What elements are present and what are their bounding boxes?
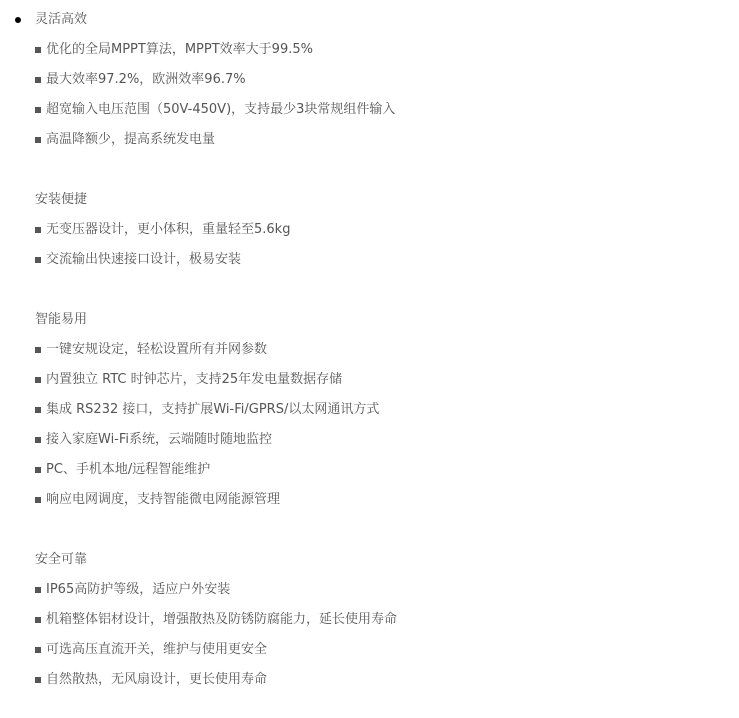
list-item-text: 最大效率97.2%，欧洲效率96.7% (46, 72, 246, 87)
square-bullet-icon (35, 647, 41, 653)
list-item-text: 优化的全局MPPT算法，MPPT效率大于99.5% (46, 42, 313, 57)
list-item-text: 高温降额少，提高系统发电量 (46, 132, 216, 147)
square-bullet-icon (35, 47, 41, 53)
square-bullet-icon (35, 407, 41, 413)
square-bullet-icon (35, 497, 41, 503)
list-item-text: 自然散热，无风扇设计，更长使用寿命 (46, 672, 268, 687)
square-bullet-icon (35, 617, 41, 623)
list-item-text: 一键安规设定，轻松设置所有并网参数 (46, 342, 268, 357)
list-item-text: IP65高防护等级，适应户外安装 (46, 582, 231, 597)
section-title: 智能易用 (35, 312, 88, 327)
square-bullet-icon (35, 377, 41, 383)
square-bullet-icon (35, 77, 41, 83)
list-item-text: 超宽输入电压范围（50V-450V)，支持最少3块常规组件输入 (46, 102, 396, 117)
list-item-text: 机箱整体铝材设计，增强散热及防锈防腐能力，延长使用寿命 (46, 612, 398, 627)
list-item-text: 响应电网调度，支持智能微电网能源管理 (46, 492, 281, 507)
square-bullet-icon (35, 257, 41, 263)
square-bullet-icon (35, 227, 41, 233)
square-bullet-icon (35, 677, 41, 683)
section-title: 灵活高效 (35, 12, 88, 27)
bullet-dot-icon (15, 17, 21, 23)
square-bullet-icon (35, 467, 41, 473)
square-bullet-icon (35, 347, 41, 353)
list-item-text: 无变压器设计，更小体积，重量轻至5.6kg (46, 222, 291, 237)
square-bullet-icon (35, 587, 41, 593)
list-item-text: 接入家庭Wi-Fi系统，云端随时随地监控 (46, 432, 273, 447)
list-item-text: 可选高压直流开关，维护与使用更安全 (46, 642, 268, 657)
square-bullet-icon (35, 137, 41, 143)
list-item-text: PC、手机本地/远程智能维护 (46, 462, 211, 477)
list-item-text: 集成 RS232 接口，支持扩展Wi-Fi/GPRS/以太网通讯方式 (46, 402, 380, 417)
section-title: 安装便捷 (35, 192, 88, 207)
list-item-text: 内置独立 RTC 时钟芯片，支持25年发电量数据存储 (46, 372, 343, 387)
list-item-text: 交流输出快速接口设计，极易安装 (46, 252, 242, 267)
square-bullet-icon (35, 437, 41, 443)
section-title: 安全可靠 (35, 552, 88, 567)
square-bullet-icon (35, 107, 41, 113)
